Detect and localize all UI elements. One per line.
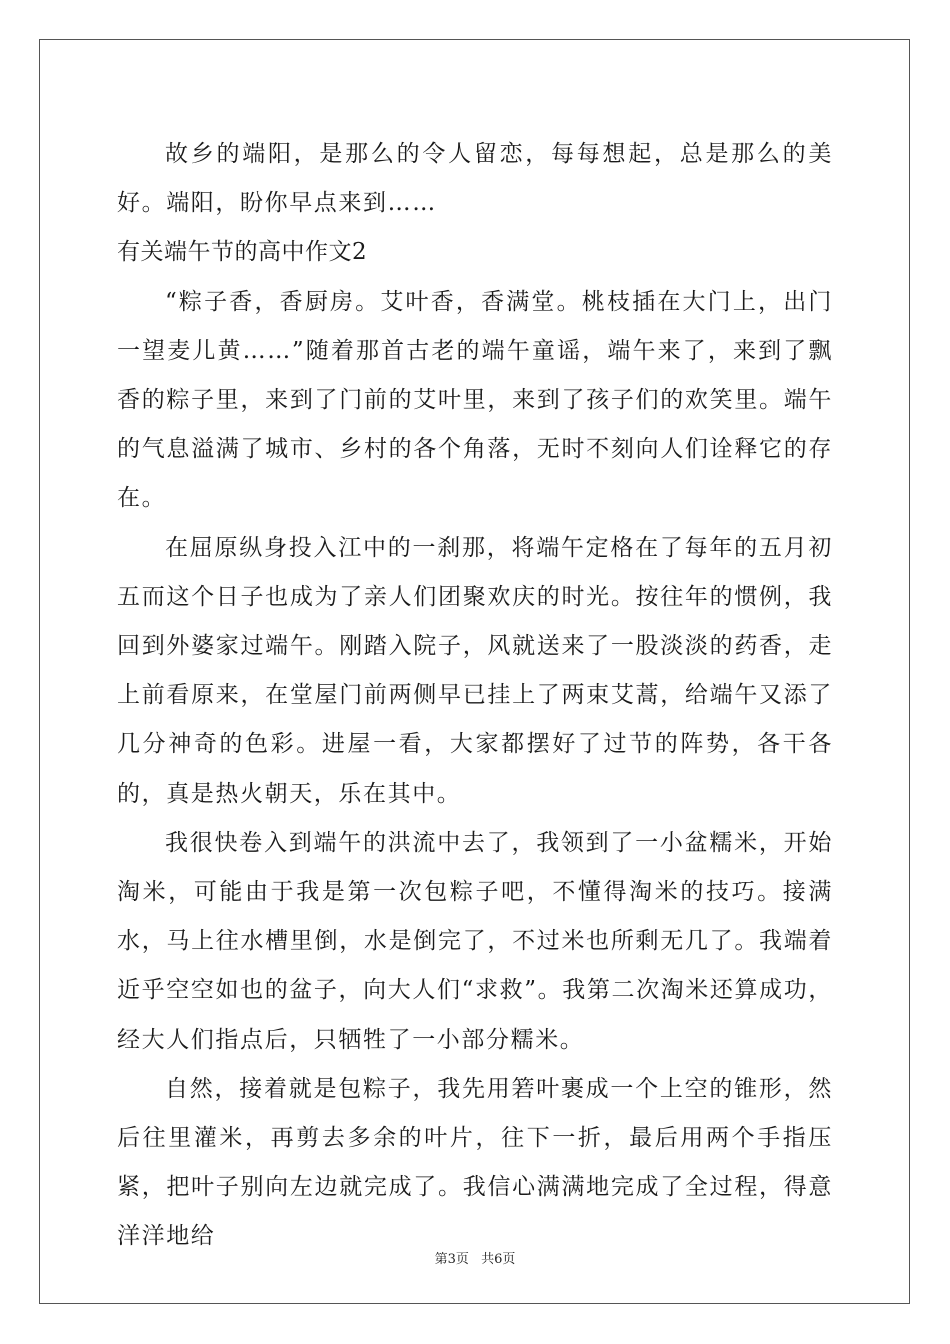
paragraph-3: 我很快卷入到端午的洪流中去了，我领到了一小盆糯米，开始淘米，可能由于我是第一次包粽子吧，不懂得淘米的技巧。接满水，马上往水槽里倒，水是倒完了，不过米也所剩无几了。我端着近乎空空如也的盆子，向大人们“求救”。我第二次淘米还算成功，经大人们指点后，只牺牲了一小部分糯米。 bbox=[117, 829, 833, 1053]
page-number: 第3页 bbox=[434, 1252, 469, 1267]
paragraph-intro-ending: 故乡的端阳，是那么的令人留恋，每每想起，总是那么的美好。端阳，盼你早点来到…… bbox=[117, 141, 833, 217]
essay-title: 有关端午节的高中作文2 bbox=[117, 239, 368, 266]
paragraph-4: 自然，接着就是包粽子，我先用箬叶裹成一个上空的锥形，然后往里灌米，再剪去多余的叶片，往下一折，最后用两个手指压紧，把叶子别向左边就完成了。我信心满满地完成了全过程，得意洋洋地给 bbox=[117, 1075, 833, 1250]
document-body bbox=[117, 130, 833, 1262]
page-footer bbox=[0, 1248, 950, 1267]
page-total: 共6页 bbox=[481, 1252, 516, 1267]
paragraph-1: “粽子香，香厨房。艾叶香，香满堂。桃枝插在大门上，出门一望麦儿黄……”随着那首古老的端午童谣，端午来了，来到了飘香的粽子里，来到了门前的艾叶里，来到了孩子们的欢笑里。端午的气息溢满了城市、乡村的各个角落，无时不刻向人们诠释它的存在。 bbox=[117, 288, 833, 512]
paragraph-2: 在屈原纵身投入江中的一刹那，将端午定格在了每年的五月初五而这个日子也成为了亲人们团聚欢庆的时光。按往年的惯例，我回到外婆家过端午。刚踏入院子，风就送来了一股淡淡的药香，走上前看原来，在堂屋门前两侧早已挂上了两束艾蒿，给端午又添了几分神奇的色彩。进屋一看，大家都摆好了过节的阵势，各干各的，真是热火朝天，乐在其中。 bbox=[117, 534, 833, 807]
